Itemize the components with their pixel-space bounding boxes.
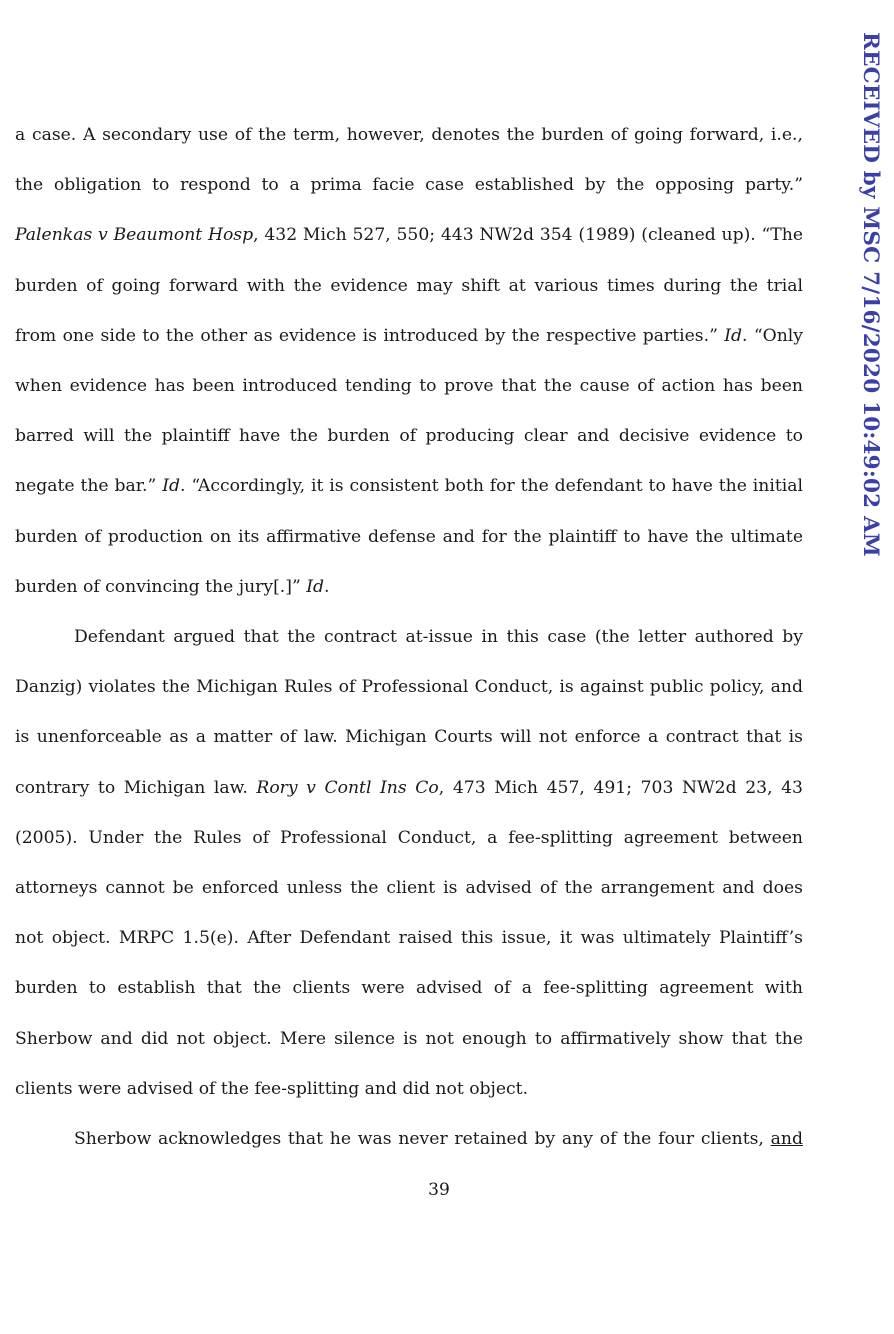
page-number: 39 xyxy=(428,1180,450,1200)
text-run: Sherbow acknowledges that he was never retained by any of the four clients, xyxy=(74,1129,771,1150)
id-citation: Id xyxy=(306,576,325,597)
text-run: Defendant argued that the contract at-issue in this case (the letter authored by Danzig) violates the Michigan Rules of Professional Conduct, is against public policy, and is unenforceable as a matter of law. Michigan Courts will not enforce a contract that is contrary to Michigan law. xyxy=(15,627,803,798)
paragraph-1 xyxy=(15,110,803,612)
text-run: . “Accordingly, it is consistent both for the defendant to have the initial burden of production on its affirmative defense and for the plaintiff to have the ultimate burden of convincing the jury[.]” xyxy=(15,476,803,597)
id-citation: Id xyxy=(724,325,743,346)
text-run: . xyxy=(324,576,330,597)
text-run: , 432 Mich 527, 550; 443 NW2d 354 (1989) (cleaned up). “The burden of going forward with the evidence may shift at various times during the trial from one side to the other as evidence is introduced by the respective parties.” xyxy=(15,225,803,346)
text-run: , 473 Mich 457, 491; 703 NW2d 23, 43 (2005). Under the Rules of Professional Conduct, a fee-splitting agreement between attorneys cannot be enforced unless the client is advised of the arrangement and does not object. MRPC 1.5(e). After Defendant raised this issue, it was ultimately Plaintiff’s burden to establish that the clients were advised of a fee-splitting agreement with Sherbow and did not object. Mere silence is not enough to affirmatively show that the clients were advised of the fee-splitting and did not object. xyxy=(15,777,803,1099)
paragraph-3 xyxy=(15,1114,803,1164)
text-run: . “Only when evidence has been introduced tending to prove that the cause of action has been barred will the plaintiff have the burden of producing clear and decisive evidence to negate the bar.” xyxy=(15,325,803,497)
text-run: a case. A secondary use of the term, however, denotes the burden of going forward, i.e., the obligation to respond to a prima facie case established by the opposing party.” xyxy=(15,125,803,196)
received-stamp: RECEIVED by MSC 7/16/2020 10:49:02 AM xyxy=(858,32,883,557)
id-citation: Id xyxy=(162,476,180,497)
case-citation: Palenkas v Beaumont Hosp xyxy=(15,225,254,246)
case-citation: Rory v Contl Ins Co xyxy=(256,777,439,798)
body-text xyxy=(15,110,803,1164)
underlined-text: and xyxy=(770,1129,803,1150)
paragraph-2 xyxy=(15,612,803,1114)
